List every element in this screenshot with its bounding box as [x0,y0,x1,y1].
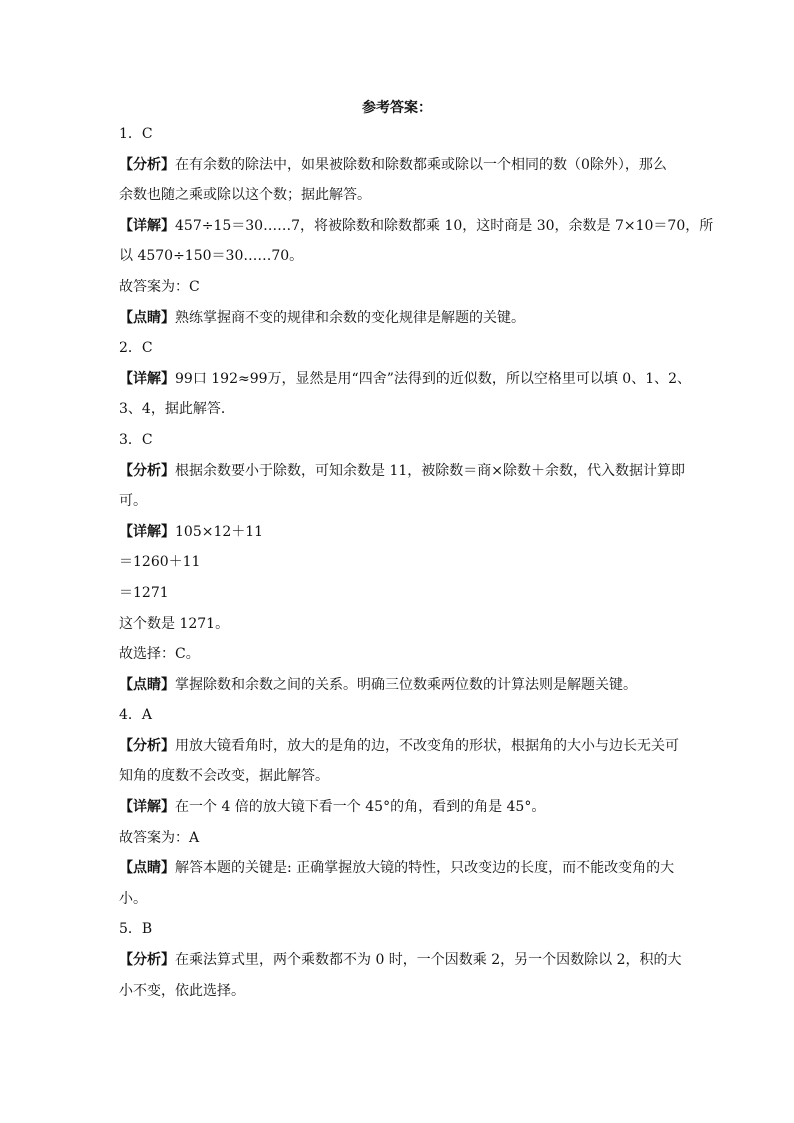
line-text: ＝1260＋11 [119,554,201,571]
section-tag: 【详解】 [119,370,175,387]
line-text: 掌握除数和余数之间的关系。明确三位数乘两位数的计算法则是解题关键。 [175,676,637,693]
text-line [119,522,679,542]
section-tag: 【分析】 [119,156,175,173]
line-text: 4．A [119,707,153,724]
line-text: 熟练掌握商不变的规律和余数的变化规律是解题的关键。 [175,309,525,326]
line-text: 解答本题的关键是: 正确掌握放大镜的特性，只改变边的长度，而不能改变角的大 [175,860,675,877]
section-tag: 【分析】 [119,952,175,969]
text-line [119,675,679,695]
line-text: 以 4570÷150＝30……70。 [119,248,304,265]
text-line [119,430,679,450]
line-text: 5．B [119,921,153,938]
text-line [119,308,679,328]
text-line [119,583,679,603]
line-text: 在有余数的除法中，如果被除数和除数都乘或除以一个相同的数（0除外），那么 [175,156,667,173]
text-line [119,919,679,939]
answer-content [119,124,714,1011]
section-tag: 【详解】 [119,523,175,540]
text-line [119,736,679,756]
line-text: 这个数是 1271。 [119,615,230,632]
line-text: 2．C [119,340,153,357]
text-line [119,155,679,175]
text-line [119,614,679,634]
line-text: 小。 [119,890,147,907]
line-text: 可。 [119,493,147,510]
section-tag: 【详解】 [119,217,175,234]
section-tag: 【点睛】 [119,676,175,693]
text-line [119,858,679,878]
text-line [119,491,679,511]
text-line [119,185,679,205]
line-text: 余数也随之乘或除以这个数；据此解答。 [119,187,371,204]
text-line [119,797,679,817]
text-line [119,705,679,725]
section-tag: 【点睛】 [119,860,175,877]
text-line [119,246,679,266]
text-line [119,552,679,572]
line-text: 1．C [119,126,153,142]
line-text: 3、4，据此解答． [119,401,235,418]
text-line [119,124,679,144]
line-text: 457÷15＝30……7，将被除数和除数都乘 10，这时商是 30，余数是 7×10＝70，所 [175,217,714,234]
text-line [119,399,679,419]
line-text: 用放大镜看角时，放大的是角的边，不改变角的形状，根据角的大小与边长无关可 [175,737,679,754]
line-text: ＝1271 [119,584,169,601]
text-line [119,828,679,848]
text-line [119,216,714,236]
section-tag: 【点睛】 [119,309,175,326]
line-text: 小不变，依此选择。 [119,982,245,999]
text-line [119,981,679,1001]
text-line [119,461,685,481]
text-line [119,277,679,297]
line-text: 故选择：C。 [119,646,200,663]
page-title: 参考答案： [362,100,432,116]
section-tag: 【分析】 [119,462,175,479]
line-text: 知角的度数不会改变，据此解答。 [119,768,329,785]
line-text: 3．C [119,431,153,448]
line-text: 在一个 4 倍的放大镜下看一个 45°的角，看到的角是 45°。 [175,799,546,816]
text-line [119,369,692,389]
line-text: 105×12＋11 [175,523,264,540]
text-line [119,950,682,970]
line-text: 99口 192≈99万，显然是用“四舍”法得到的近似数，所以空格里可以填 0、1、2、 [175,370,692,387]
section-tag: 【详解】 [119,799,175,816]
line-text: 在乘法算式里，两个乘数都不为 0 时，一个因数乘 2，另一个因数除以 2，积的大 [175,952,682,969]
section-tag: 【分析】 [119,737,175,754]
text-line [119,644,679,664]
line-text: 根据余数要小于除数，可知余数是 11，被除数＝商×除数＋余数，代入数据计算即 [175,462,685,479]
text-line [119,766,679,786]
line-text: 故答案为：C [119,278,200,295]
text-line [119,889,679,909]
line-text: 故答案为：A [119,829,200,846]
text-line [119,338,679,358]
